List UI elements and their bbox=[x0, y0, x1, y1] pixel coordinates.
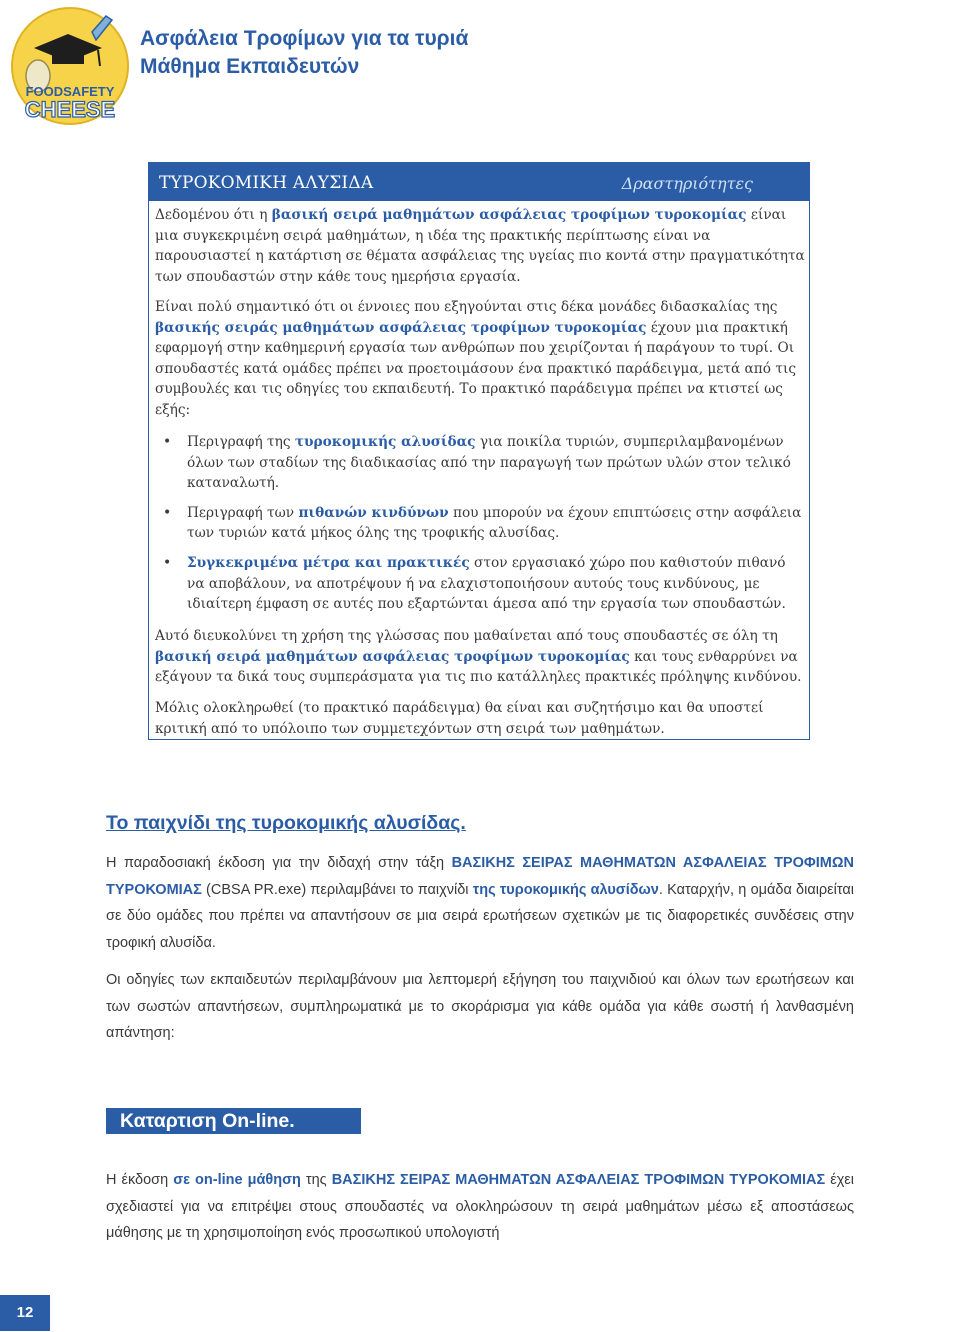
activities-tag: Δραστηριότητες bbox=[621, 174, 753, 193]
foodsafety-cheese-logo bbox=[8, 4, 132, 128]
page-number: 12 bbox=[0, 1295, 50, 1331]
box-paragraph-4: Μόλις ολοκληρωθεί (το πρακτικό παράδειγμα) θα είναι και συζητήσιμο και θα υποστεί κριτική από το υπόλοιπο των συμμετεχόντων στη σειρά των μαθημάτων. bbox=[155, 700, 764, 737]
svg-text:FOODSAFETY: FOODSAFETY bbox=[25, 84, 115, 99]
game-section-heading: Το παιχνίδι της τυροκομικής αλυσίδας. bbox=[106, 812, 466, 834]
online-section-heading-bar bbox=[106, 1108, 361, 1134]
activities-box-title: ΤΥΡΟΚΟΜΙΚΗ ΑΛΥΣΙΔΑ bbox=[159, 173, 374, 193]
list-item: • Περιγραφή των πιθανών κινδύνων που μπορούν να έχουν επιπτώσεις στην ασφάλεια των τυριών κατά μήκος όλης της τροφικής αλυσίδας. bbox=[155, 503, 805, 544]
activities-box bbox=[148, 162, 810, 740]
svg-text:CHEESE: CHEESE bbox=[24, 97, 116, 122]
box-paragraph-3: Αυτό διευκολύνει τη χρήση της γλώσσας που μαθαίνεται από τους σπουδαστές σε όλη τη βασική σειρά μαθημάτων ασφάλειας τροφίμων τυροκομίας και τους ενθαρρύνει να εξάγουν τα δικά τους συμπεράσματα για τις πιο κατάλληλες πρακτικές πρόληψης κινδύνου. bbox=[155, 628, 802, 686]
online-section-heading: Καταρτιση On-line. bbox=[120, 1110, 295, 1132]
box-paragraph-2: Είναι πολύ σημαντικό ότι οι έννοιες που εξηγούνται στις δέκα μονάδες διδασκαλίας της βασικής σειράς μαθημάτων ασφάλειας τροφίμων τυροκομίας έχουν μια πρακτική εφαρμογή στην καθημερινή εργασία των ανθρώπων που χειρίζονται ή παράγουν το τυρί. Οι σπουδαστές κατά ομάδες πρέπει να προετοιμάσουν ένα πρακτικό παράδειγμα, μετά από τις συμβουλές και τις οδηγίες του εκπαιδευτή. Το πρακτικό παράδειγμα πρέπει να κτιστεί ως εξής: bbox=[155, 299, 796, 418]
game-paragraph-2: Οι οδηγίες των εκπαιδευτών περιλαμβάνουν μια λεπτομερή εξήγηση του παιχνιδιού και όλων των ερωτήσεων και των σωστών απαντήσεων, συμπληρωματικά με το σκοράρισμα για κάθε ομάδα για κάθε σωστή ή λανθασμένη απάντηση: bbox=[106, 972, 854, 1041]
online-paragraph-1: Η έκδοση σε on-line μάθηση της ΒΑΣΙΚΗΣ ΣΕΙΡΑΣ ΜΑΘΗΜΑΤΩΝ ΑΣΦΑΛΕΙΑΣ ΤΡΟΦΙΜΩΝ ΤΥΡΟΚΟΜΙΑΣ έχει σχεδιαστεί για να επιτρέψει στους σπουδαστές να ολοκληρώσουν τη σειρά μαθημάτων μέσω εξ αποστάσεως μάθησης με τη χρησιμοποίηση ενός προσωπικού υπολογιστή bbox=[106, 1172, 854, 1241]
box-bullet-list bbox=[155, 432, 805, 615]
list-item: • Περιγραφή της τυροκομικής αλυσίδας για ποικίλα τυριών, συμπεριλαμβανομένων όλων των σταδίων της διαδικασίας από την παραγωγή των πρώτων υλών στον τελικό καταναλωτή. bbox=[155, 432, 805, 494]
document-subtitle: Μάθημα Εκπαιδευτών bbox=[140, 55, 360, 78]
document-title: Ασφάλεια Τροφίμων για τα τυριά bbox=[140, 27, 469, 50]
list-item: • Συγκεκριμένα μέτρα και πρακτικές στον εργασιακό χώρο που καθιστούν πιθανό να αποβάλουν, να αποτρέψουν ή να ελαχιστοποιήσουν αυτούς τους κινδύνους, με ιδιαίτερη έμφαση σε αυτές που εξαρτώνται άμεσα από την εργασία των σπουδαστών. bbox=[155, 553, 805, 615]
game-paragraph-1: Η παραδοσιακή έκδοση για την διδαχή στην τάξη ΒΑΣΙΚΗΣ ΣΕΙΡΑΣ ΜΑΘΗΜΑΤΩΝ ΑΣΦΑΛΕΙΑΣ ΤΡΟΦΙΜΩΝ ΤΥΡΟΚΟΜΙΑΣ (CBSA PR.exe) περιλαμβάνει το παιχνίδι της τυροκομικής αλυσίδων. Καταρχήν, η ομάδα διαιρείται σε δύο ομάδες που πρέπει να απαντήσουν σε μια σειρά ερωτήσεων σχετικών με τις διαφορετικές συνδέσεις στην τροφική αλυσίδα. bbox=[106, 855, 854, 951]
box-paragraph-1: Δεδομένου ότι η βασική σειρά μαθημάτων ασφάλειας τροφίμων τυροκομίας είναι μια συγκεκριμένη σειρά μαθημάτων, η ιδέα της πρακτικής περίπτωσης είναι να παρουσιαστεί η κατάρτιση σε θέματα ασφάλειας της υγείας πιο κοντά στην πραγματικότητα των σπουδαστών στην κάθε τους ημερήσια εργασία. bbox=[155, 207, 805, 285]
activities-box-header bbox=[149, 163, 809, 201]
